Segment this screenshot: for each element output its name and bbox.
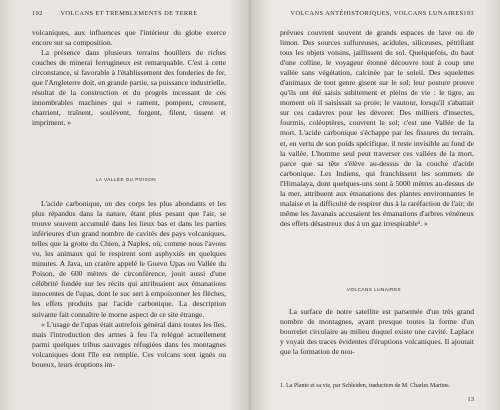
page-number: 193 — [463, 10, 474, 17]
right-page-header — [280, 10, 474, 20]
running-title: VOLCANS ET TREMBLEMENTS DE TERRE — [60, 10, 198, 17]
paragraph: « L'usage de l'upas était autrefois général dans toutes les îles, mais l'introduction des armes à feu l'a relégué actuellement parmi quelques tribus sauvages réfugiées dans les montagnes volcaniques dont l'île est remplie. Ces volcans sont ignés ou boueux, leurs éruptions im- — [32, 319, 226, 369]
left-page-header — [32, 10, 226, 20]
left-text-block-2 — [32, 199, 226, 370]
section-heading: VOLCANS LUNAIRES — [346, 287, 402, 292]
right-page — [252, 4, 496, 406]
printer-signature: 13 — [467, 396, 474, 403]
footnote: 1. La Plante et sa vie, par Schleiden, traduction de M. Charles Martins. — [280, 383, 451, 389]
left-page — [4, 4, 248, 406]
right-text-block-2 — [280, 307, 474, 357]
paragraph: volcaniques, aux influences que l'intérieur du globe exerce encore sur sa composition. — [32, 28, 226, 48]
running-title: VOLCANS ANTÉHISTORIQUES, VOLCANS LUNAIRES — [290, 10, 464, 17]
right-text-block-1 — [280, 28, 474, 229]
paragraph: prévues couvrent souvent de grands espaces de lave ou de limon. Des sources sulfureuses, acidules, siliceuses, pétrifiant tous les objets voisins, jaillissent du sol. Quelquefois, du haut d'une colline, le voyageur étonné découvre tout à coup une vallée sans végétation, calcinée par le soleil. Des squelettes d'animaux de tout genre gisent sur le sol; leur posture prouve qu'ils ont été saisis subitement et pleins de vie : le tigre, au moment où il saisissait sa proie; le vautour, lorsqu'il s'abattait sur ces cadavres pour les dévorer. Des milliers d'insectes, fourmis, coléoptères, couvrent le sol; c'est une Vallée de la mort. L'acide carbonique s'échappe par les fissures du terrain, et, en vertu de son poids spécifique, il reste invisible au fond de la vallée. L'homme seul peut traverser ces vallées de la mort, parce que sa tête s'élève au-dessus de la couche d'acide carbonique. Les Indiens, qui franchissent les sommets de l'Himalaya, dont quelques-uns sont à 5000 mètres au-dessus de la mer, attribuent aux émanations des plantes environnantes le malaise et la difficulté de respirer dus à la raréfaction de l'air; de même les Javanais accusaient les émanations d'arbres vénéneux des effets désastreux dus à un gaz irrespirable¹. » — [280, 28, 474, 228]
paragraph: La présence dans plusieurs terrains houillers de riches couches de minerai ferrugineux est remarquable. C'est à cette circonstance, si favorable à l'établissement des fonderies de fer, que l'Angleterre doit, en grande partie, sa puissance industrielle, résultat de la construction et du progrès incessant de ces innombrables machines qui « rament, pompent, creusent, charrient, traînent, soulèvent, forgent, filent, tissent et impriment. » — [32, 48, 226, 128]
page-number: 192 — [32, 10, 43, 17]
paragraph: La surface de notre satellite est parsemée d'un très grand nombre de montagnes, ayant presque toutes la forme d'un bourrelet circulaire au milieu duquel existe une cavité. Laplace y voyait des traces évidentes d'éruptions volcaniques. Il ajoutait que la formation de nou- — [280, 307, 474, 357]
paragraph: L'acide carbonique, un des corps les plus abondants et les plus répandus dans la nature, étant plus pesant que l'air, se trouve souvent accumulé dans les lieux bas et dans les parties inférieures d'un grand nombre de cavités des pays volcaniques, telles que la grotte du Chien, à Naples, où, comme nous l'avons vu, les animaux qui le respirent sont asphyxiés en quelques minutes. A Java, un cratère appelé le Guevo Upas ou Vallée du Poison, de 600 mètres de circonférence, jouit aussi d'une célébrité fondée sur les récits qui attribuaient aux émanations innocentes de l'upas, dont le suc sert à empoisonner les flèches, les effets produits par l'acide carbonique. La description suivante fait connaître le morne aspect de ce site étrange. — [32, 199, 226, 319]
left-text-block-1 — [32, 28, 226, 128]
section-heading: LA VALLÉE DU POISON — [95, 177, 157, 182]
